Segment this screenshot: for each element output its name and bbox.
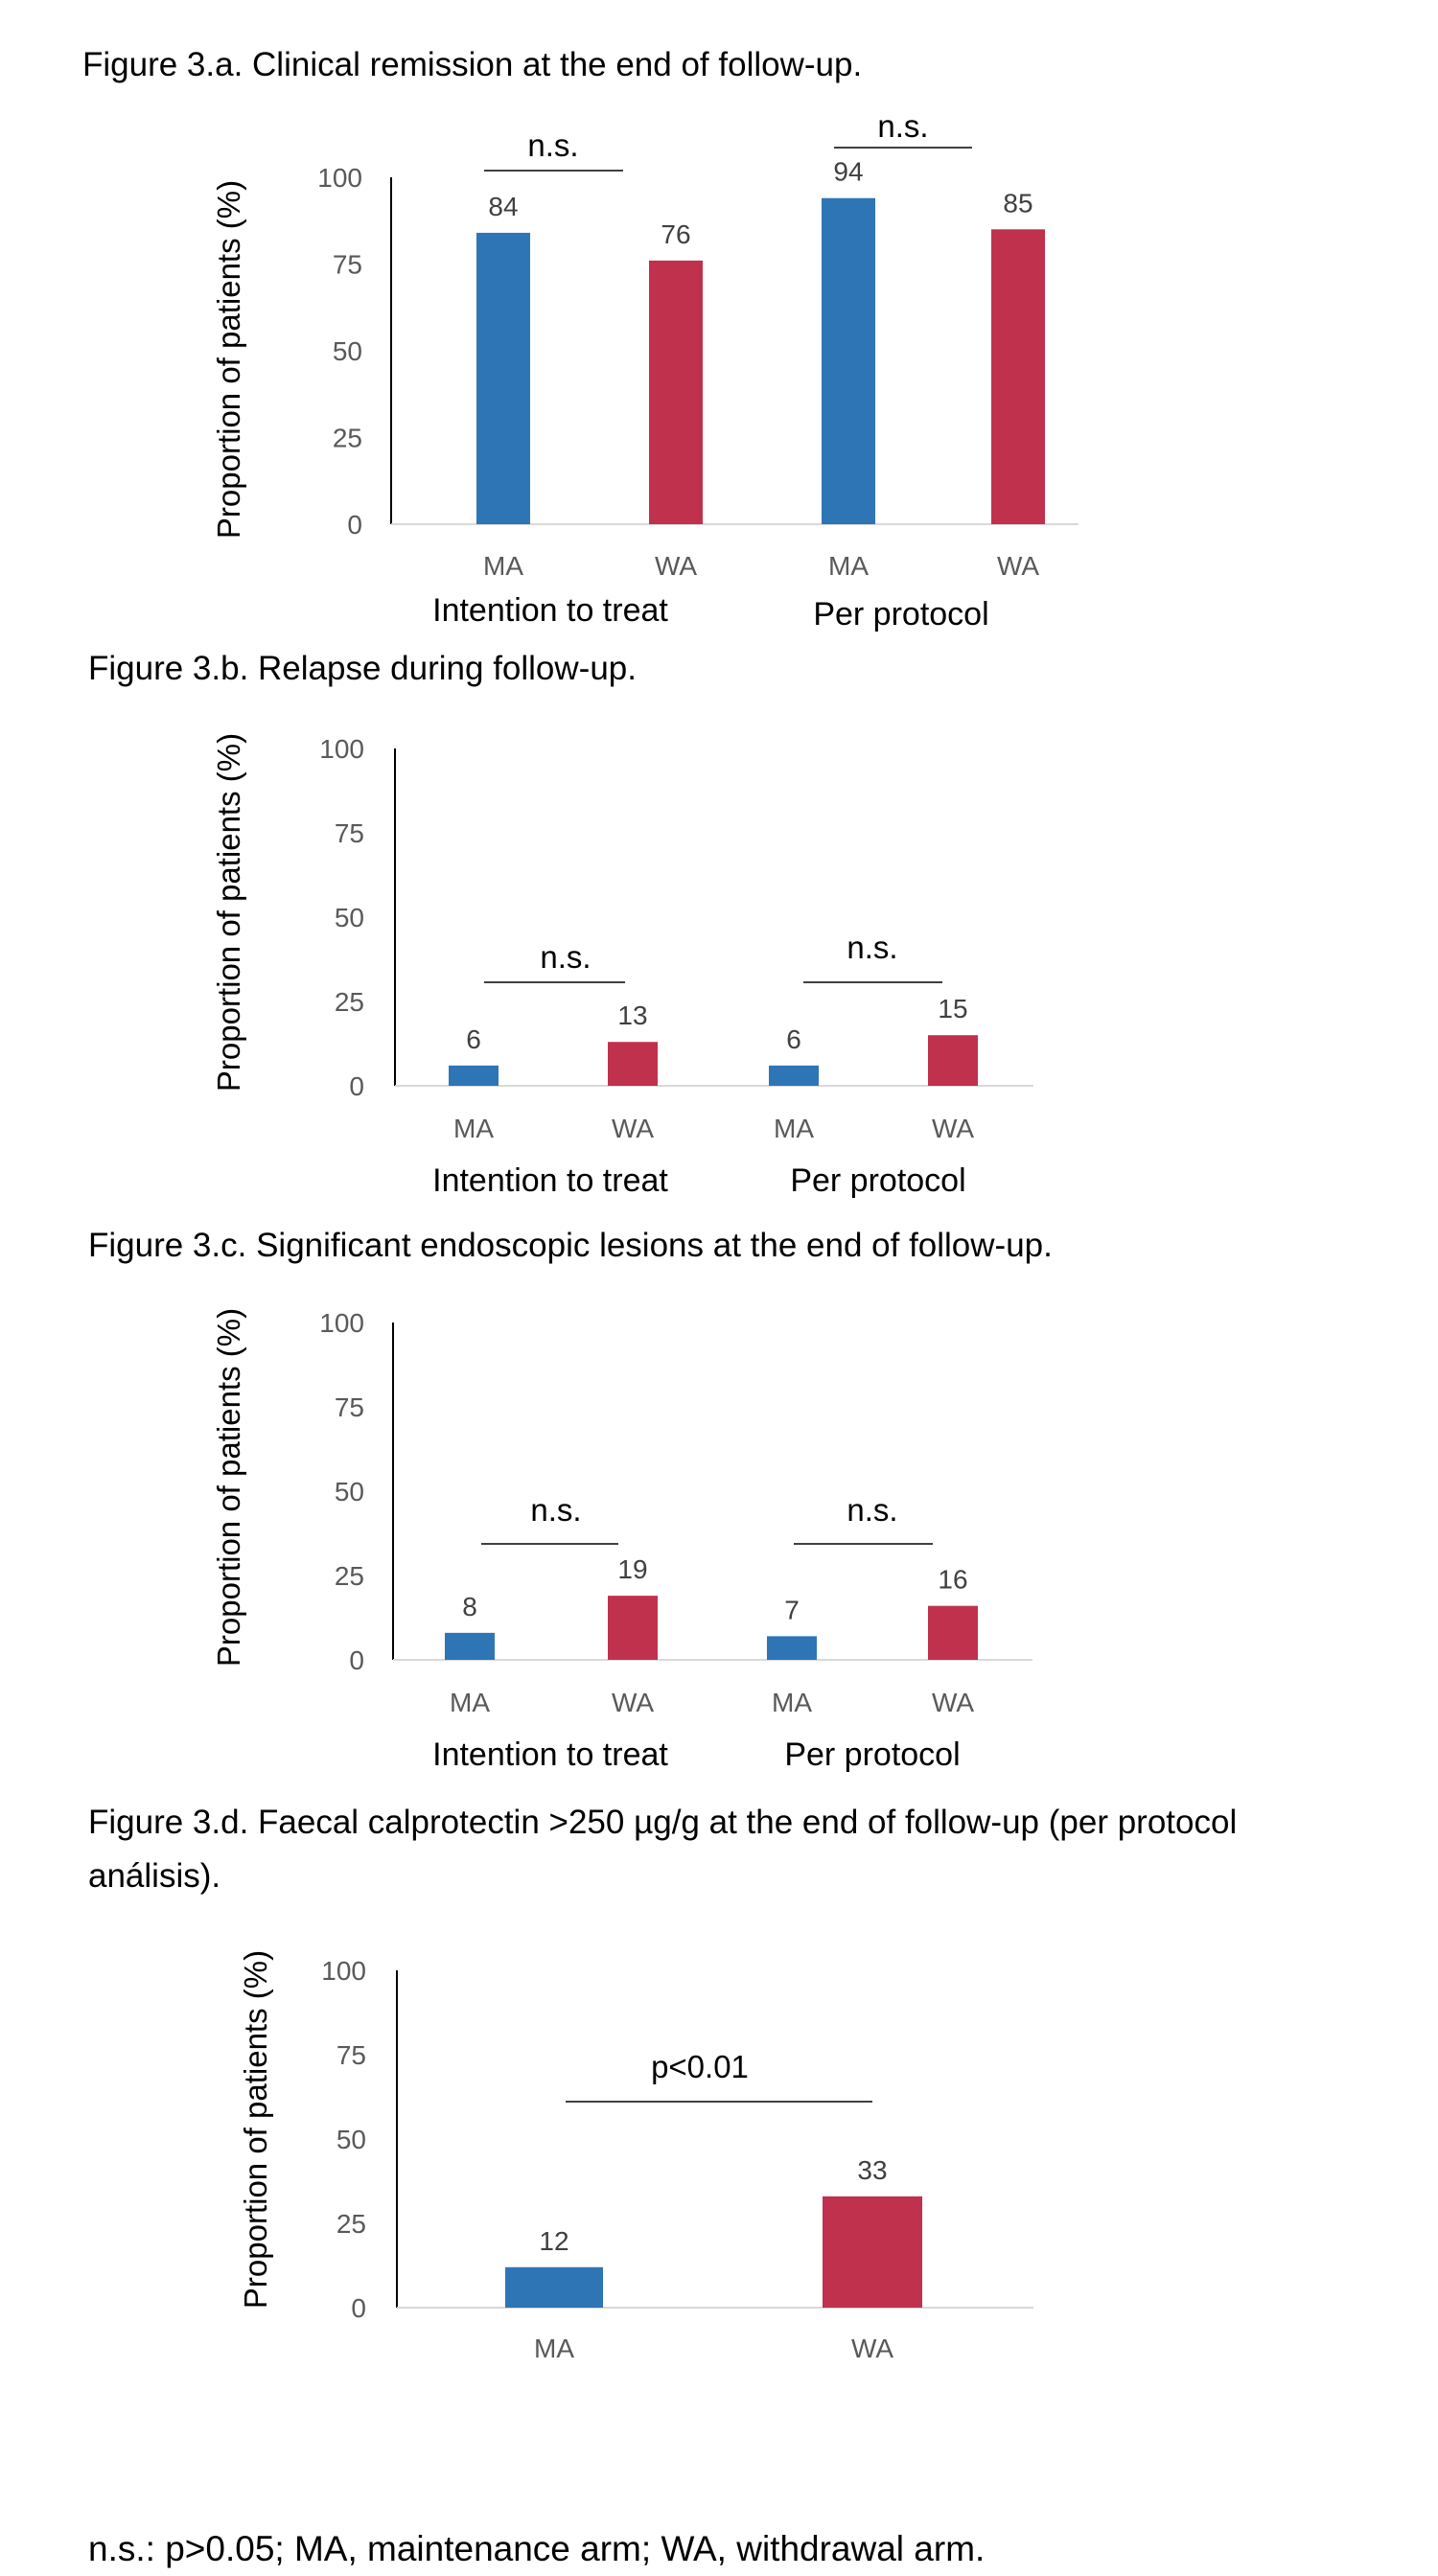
category-label: WA: [850, 2334, 894, 2363]
y-tick-label: 0: [351, 2293, 366, 2323]
category-label: WA: [931, 1114, 975, 1143]
category-label: MA: [828, 551, 869, 581]
significance-label: n.s.: [540, 939, 591, 975]
y-tick-label: 25: [334, 987, 364, 1017]
category-label: MA: [453, 1114, 494, 1143]
significance-label: p<0.01: [651, 2049, 749, 2084]
group-label: Per protocol: [813, 596, 989, 632]
footnote: n.s.: p>0.05; MA, maintenance arm; WA, withdrawal arm.: [88, 2529, 986, 2568]
data-label: 76: [661, 218, 691, 249]
bar-wa: [608, 1042, 658, 1086]
y-axis-label: Proportion of patients (%): [211, 179, 246, 540]
group-label: Intention to treat: [432, 1162, 668, 1199]
category-label: MA: [534, 2334, 574, 2363]
bar-ma: [445, 1633, 495, 1660]
data-label: 13: [617, 1000, 648, 1031]
bar-wa: [649, 261, 703, 524]
data-label: 7: [784, 1595, 800, 1625]
category-label: WA: [611, 1688, 655, 1717]
y-tick-label: 25: [336, 2209, 366, 2239]
significance-label: n.s.: [530, 1492, 582, 1528]
bar-wa: [823, 2196, 922, 2308]
data-label: 16: [938, 1564, 968, 1595]
significance-label: n.s.: [847, 930, 898, 965]
y-axis-label: Proportion of patients (%): [238, 1949, 273, 2310]
figure-3b-title: Figure 3.b. Relapse during follow-up.: [88, 650, 637, 687]
data-label: 85: [1003, 188, 1033, 218]
bar-ma: [476, 233, 530, 524]
data-label: 6: [466, 1024, 481, 1054]
y-tick-label: 50: [336, 2125, 366, 2154]
figure-3d-title: Figure 3.d. Faecal calprotectin >250 µg/g at the end of follow-up (per protocol análisis).: [88, 1804, 1238, 1895]
data-label: 12: [539, 2225, 569, 2256]
category-label: WA: [996, 551, 1040, 581]
group-label: Per protocol: [784, 1736, 961, 1773]
y-tick-label: 75: [334, 1392, 364, 1422]
y-tick-label: 75: [332, 249, 362, 280]
significance-label: n.s.: [877, 108, 929, 144]
group-label: Per protocol: [790, 1162, 966, 1199]
data-label: 6: [786, 1024, 801, 1054]
y-axis-label: Proportion of patients (%): [211, 1307, 246, 1668]
category-label: WA: [654, 551, 698, 581]
y-tick-label: 25: [334, 1561, 364, 1591]
data-label: 94: [833, 156, 864, 187]
bar-wa: [928, 1606, 978, 1660]
y-tick-label: 0: [349, 1071, 364, 1101]
category-label: WA: [931, 1688, 975, 1717]
y-tick-label: 0: [347, 510, 362, 540]
data-label: 33: [857, 2154, 888, 2185]
bar-wa: [608, 1596, 658, 1660]
figure-3a-title: Figure 3.a. Clinical remission at the end of follow-up.: [82, 46, 863, 83]
bar-ma: [449, 1066, 499, 1086]
bar-ma: [822, 198, 875, 524]
data-label: 19: [617, 1554, 648, 1585]
group-label: Intention to treat: [432, 1736, 668, 1773]
bar-ma: [767, 1636, 817, 1660]
y-tick-label: 0: [349, 1645, 364, 1675]
bar-ma: [769, 1066, 819, 1086]
category-label: MA: [450, 1688, 490, 1717]
category-label: MA: [772, 1688, 812, 1717]
y-tick-label: 100: [319, 1308, 364, 1338]
y-tick-label: 100: [321, 1956, 366, 1986]
data-label: 8: [462, 1591, 477, 1622]
y-tick-label: 50: [332, 336, 362, 366]
category-label: MA: [774, 1114, 814, 1143]
category-label: WA: [611, 1114, 655, 1143]
group-label: Intention to treat: [432, 592, 668, 629]
figure-3c-title: Figure 3.c. Significant endoscopic lesions at the end of follow-up.: [88, 1227, 1053, 1264]
significance-label: n.s.: [847, 1492, 898, 1528]
bar-wa: [928, 1035, 978, 1086]
y-axis-label: Proportion of patients (%): [211, 732, 246, 1092]
y-tick-label: 75: [334, 818, 364, 848]
y-tick-label: 100: [317, 163, 362, 193]
bar-ma: [505, 2267, 603, 2308]
y-tick-label: 75: [336, 2040, 366, 2070]
category-label: MA: [483, 551, 523, 581]
y-tick-label: 25: [332, 423, 362, 453]
data-label: 15: [938, 994, 968, 1024]
y-tick-label: 50: [334, 1477, 364, 1506]
y-tick-label: 50: [334, 903, 364, 932]
bar-wa: [991, 229, 1045, 524]
data-label: 84: [488, 191, 519, 221]
significance-label: n.s.: [527, 127, 579, 163]
y-tick-label: 100: [319, 734, 364, 764]
